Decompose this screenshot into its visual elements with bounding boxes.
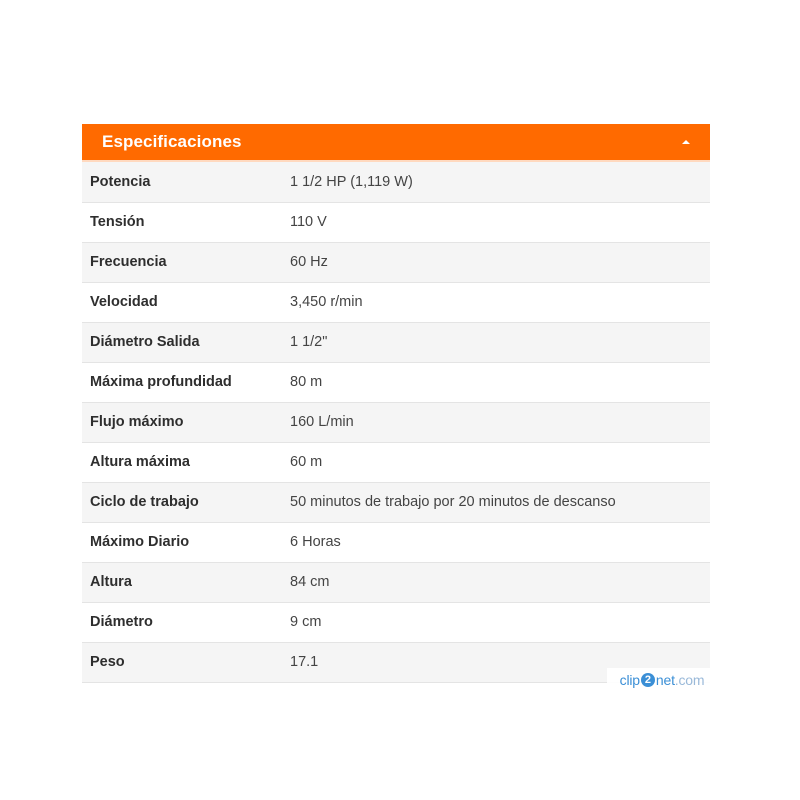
spec-value: 6 Horas bbox=[278, 522, 710, 562]
table-row bbox=[82, 282, 710, 322]
spec-label: Diámetro bbox=[82, 602, 278, 642]
spec-label: Peso bbox=[82, 642, 278, 682]
table-row bbox=[82, 482, 710, 522]
specifications-panel bbox=[82, 124, 710, 683]
spec-value: 60 m bbox=[278, 442, 710, 482]
spec-value: 84 cm bbox=[278, 562, 710, 602]
spec-label: Máximo Diario bbox=[82, 522, 278, 562]
spec-value: 80 m bbox=[278, 362, 710, 402]
table-row bbox=[82, 442, 710, 482]
table-row bbox=[82, 162, 710, 202]
table-row bbox=[82, 202, 710, 242]
table-row bbox=[82, 402, 710, 442]
watermark-prefix: clip bbox=[619, 672, 640, 688]
spec-value: 110 V bbox=[278, 202, 710, 242]
spec-label: Ciclo de trabajo bbox=[82, 482, 278, 522]
table-row bbox=[82, 522, 710, 562]
table-row bbox=[82, 362, 710, 402]
table-row bbox=[82, 322, 710, 362]
caret-up-icon[interactable] bbox=[682, 140, 690, 144]
spec-value: 1 1/2" bbox=[278, 322, 710, 362]
spec-value: 50 minutos de trabajo por 20 minutos de descanso bbox=[278, 482, 710, 522]
spec-value: 1 1/2 HP (1,119 W) bbox=[278, 162, 710, 202]
spec-value: 17.1 bbox=[278, 642, 710, 682]
clip2net-watermark bbox=[607, 668, 717, 692]
spec-value: 9 cm bbox=[278, 602, 710, 642]
specifications-table bbox=[82, 162, 710, 683]
watermark-badge: 2 bbox=[641, 673, 655, 687]
spec-value: 60 Hz bbox=[278, 242, 710, 282]
table-row bbox=[82, 602, 710, 642]
table-row bbox=[82, 562, 710, 602]
watermark-suffix: .com bbox=[674, 672, 705, 688]
spec-value: 160 L/min bbox=[278, 402, 710, 442]
spec-label: Velocidad bbox=[82, 282, 278, 322]
spec-label: Altura bbox=[82, 562, 278, 602]
spec-label: Altura máxima bbox=[82, 442, 278, 482]
spec-value: 3,450 r/min bbox=[278, 282, 710, 322]
watermark-name: net bbox=[655, 672, 675, 688]
panel-title: Especificaciones bbox=[102, 132, 242, 151]
spec-label: Flujo máximo bbox=[82, 402, 278, 442]
spec-label: Máxima profundidad bbox=[82, 362, 278, 402]
table-row bbox=[82, 242, 710, 282]
spec-label: Tensión bbox=[82, 202, 278, 242]
spec-label: Diámetro Salida bbox=[82, 322, 278, 362]
spec-label: Potencia bbox=[82, 162, 278, 202]
specifications-panel-header[interactable] bbox=[82, 124, 710, 162]
spec-label: Frecuencia bbox=[82, 242, 278, 282]
